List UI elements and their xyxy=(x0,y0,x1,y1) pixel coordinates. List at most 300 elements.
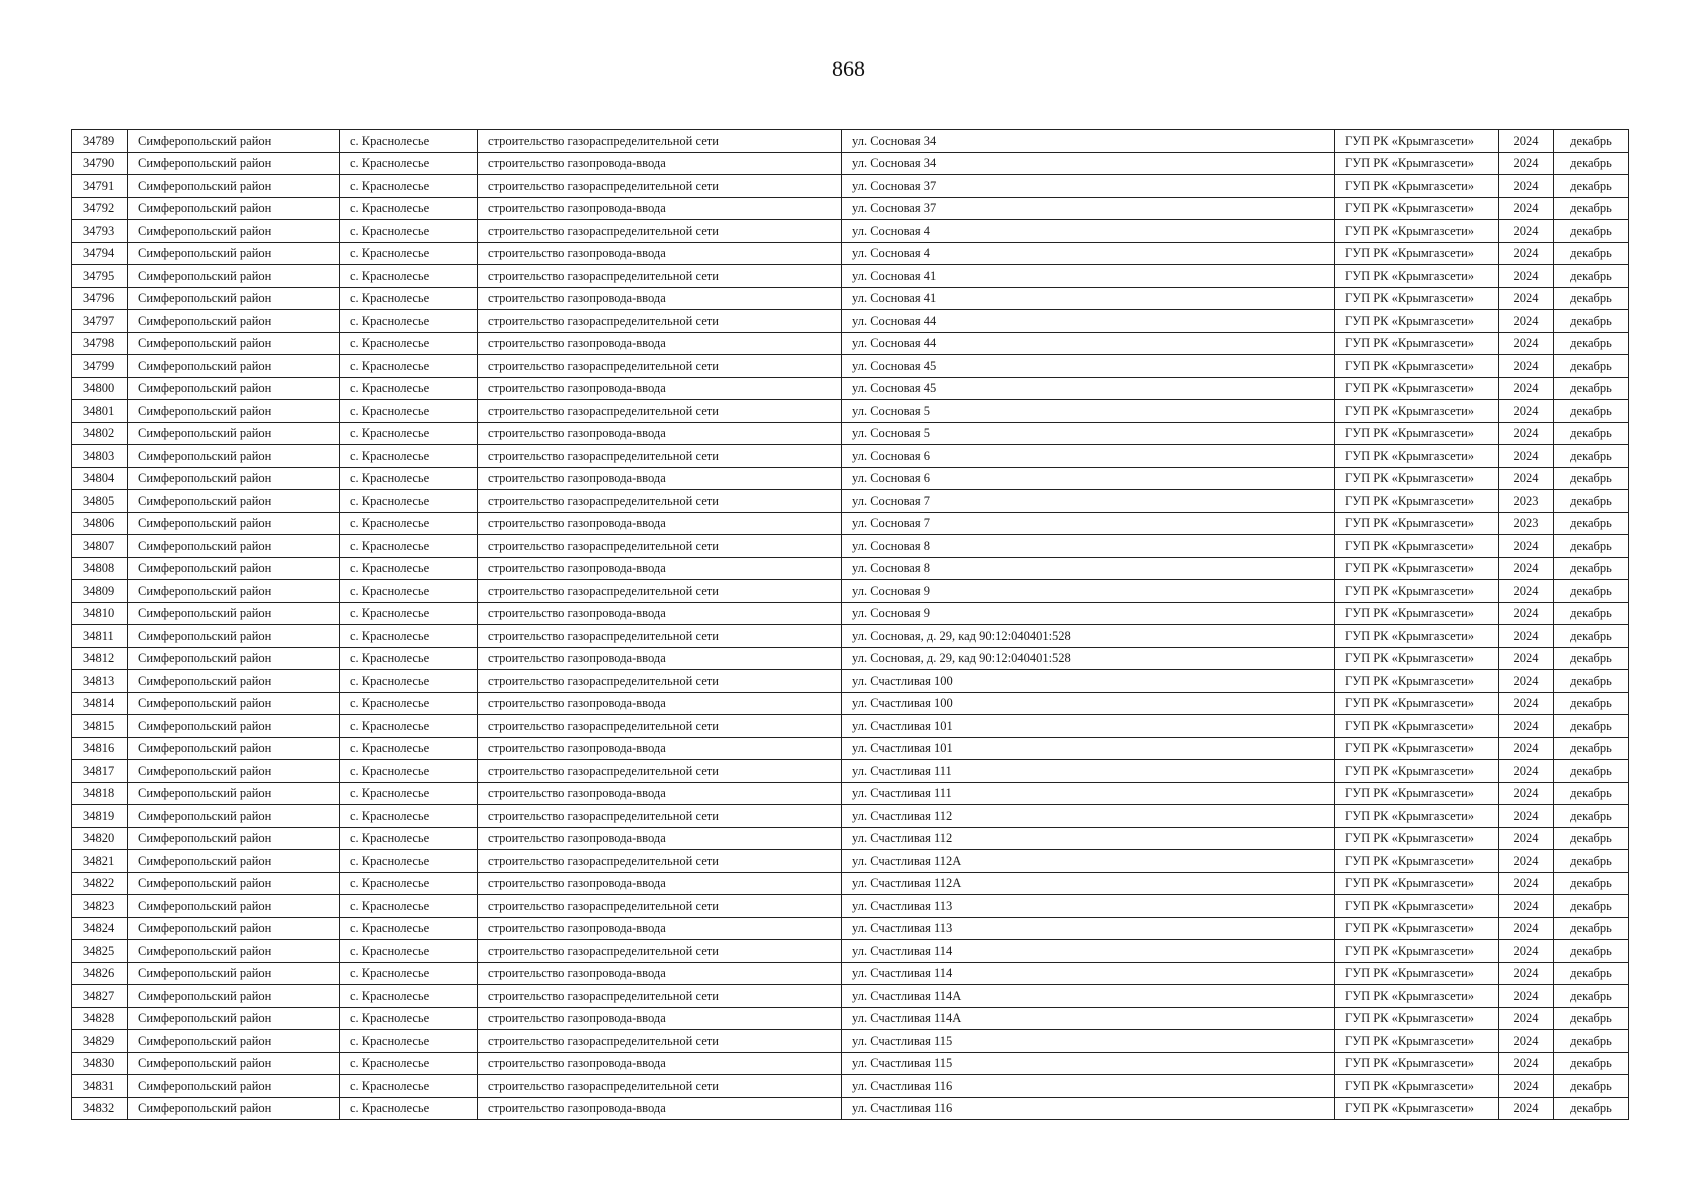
row-number-cell: 34820 xyxy=(72,827,128,850)
year-cell: 2024 xyxy=(1499,715,1554,738)
district-cell: Симферопольский район xyxy=(128,782,340,805)
organization-cell: ГУП РК «Крымгазсети» xyxy=(1335,940,1499,963)
month-cell: декабрь xyxy=(1554,400,1629,423)
row-number-cell: 34816 xyxy=(72,737,128,760)
table-row xyxy=(72,782,1629,805)
settlement-cell: с. Краснолесье xyxy=(340,400,478,423)
row-number-cell: 34813 xyxy=(72,670,128,693)
settlement-cell: с. Краснолесье xyxy=(340,445,478,468)
year-cell: 2024 xyxy=(1499,670,1554,693)
work-type-cell: строительство газораспределительной сети xyxy=(478,220,842,243)
district-cell: Симферопольский район xyxy=(128,850,340,873)
row-number-cell: 34826 xyxy=(72,962,128,985)
organization-cell: ГУП РК «Крымгазсети» xyxy=(1335,692,1499,715)
month-cell: декабрь xyxy=(1554,197,1629,220)
year-cell: 2024 xyxy=(1499,377,1554,400)
row-number-cell: 34797 xyxy=(72,310,128,333)
month-cell: декабрь xyxy=(1554,917,1629,940)
work-type-cell: строительство газопровода-ввода xyxy=(478,1052,842,1075)
settlement-cell: с. Краснолесье xyxy=(340,152,478,175)
year-cell: 2024 xyxy=(1499,580,1554,603)
row-number-cell: 34804 xyxy=(72,467,128,490)
settlement-cell: с. Краснолесье xyxy=(340,512,478,535)
settlement-cell: с. Краснолесье xyxy=(340,625,478,648)
month-cell: декабрь xyxy=(1554,467,1629,490)
address-cell: ул. Сосновая 5 xyxy=(842,422,1335,445)
month-cell: декабрь xyxy=(1554,962,1629,985)
settlement-cell: с. Краснолесье xyxy=(340,422,478,445)
year-cell: 2024 xyxy=(1499,895,1554,918)
table-row xyxy=(72,445,1629,468)
month-cell: декабрь xyxy=(1554,1052,1629,1075)
organization-cell: ГУП РК «Крымгазсети» xyxy=(1335,445,1499,468)
row-number-cell: 34806 xyxy=(72,512,128,535)
district-cell: Симферопольский район xyxy=(128,197,340,220)
work-type-cell: строительство газораспределительной сети xyxy=(478,175,842,198)
district-cell: Симферопольский район xyxy=(128,557,340,580)
address-cell: ул. Сосновая 37 xyxy=(842,197,1335,220)
work-type-cell: строительство газопровода-ввода xyxy=(478,917,842,940)
row-number-cell: 34808 xyxy=(72,557,128,580)
district-cell: Симферопольский район xyxy=(128,467,340,490)
settlement-cell: с. Краснолесье xyxy=(340,782,478,805)
table-row xyxy=(72,692,1629,715)
year-cell: 2024 xyxy=(1499,782,1554,805)
address-cell: ул. Сосновая 7 xyxy=(842,490,1335,513)
settlement-cell: с. Краснолесье xyxy=(340,1007,478,1030)
table-row xyxy=(72,535,1629,558)
year-cell: 2023 xyxy=(1499,512,1554,535)
address-cell: ул. Счастливая 100 xyxy=(842,670,1335,693)
table-row xyxy=(72,467,1629,490)
address-cell: ул. Сосновая 6 xyxy=(842,467,1335,490)
month-cell: декабрь xyxy=(1554,580,1629,603)
district-cell: Симферопольский район xyxy=(128,152,340,175)
row-number-cell: 34827 xyxy=(72,985,128,1008)
organization-cell: ГУП РК «Крымгазсети» xyxy=(1335,805,1499,828)
work-type-cell: строительство газораспределительной сети xyxy=(478,535,842,558)
table-row xyxy=(72,917,1629,940)
month-cell: декабрь xyxy=(1554,670,1629,693)
table-row xyxy=(72,287,1629,310)
table-row xyxy=(72,400,1629,423)
settlement-cell: с. Краснолесье xyxy=(340,580,478,603)
month-cell: декабрь xyxy=(1554,557,1629,580)
work-type-cell: строительство газопровода-ввода xyxy=(478,962,842,985)
address-cell: ул. Сосновая 4 xyxy=(842,242,1335,265)
address-cell: ул. Счастливая 100 xyxy=(842,692,1335,715)
organization-cell: ГУП РК «Крымгазсети» xyxy=(1335,1097,1499,1120)
address-cell: ул. Сосновая 8 xyxy=(842,557,1335,580)
work-type-cell: строительство газораспределительной сети xyxy=(478,625,842,648)
year-cell: 2024 xyxy=(1499,760,1554,783)
organization-cell: ГУП РК «Крымгазсети» xyxy=(1335,535,1499,558)
settlement-cell: с. Краснолесье xyxy=(340,895,478,918)
address-cell: ул. Сосновая 44 xyxy=(842,332,1335,355)
month-cell: декабрь xyxy=(1554,827,1629,850)
month-cell: декабрь xyxy=(1554,377,1629,400)
row-number-cell: 34824 xyxy=(72,917,128,940)
table-row xyxy=(72,152,1629,175)
work-type-cell: строительство газопровода-ввода xyxy=(478,512,842,535)
settlement-cell: с. Краснолесье xyxy=(340,220,478,243)
settlement-cell: с. Краснолесье xyxy=(340,602,478,625)
settlement-cell: с. Краснолесье xyxy=(340,827,478,850)
year-cell: 2024 xyxy=(1499,242,1554,265)
settlement-cell: с. Краснолесье xyxy=(340,962,478,985)
row-number-cell: 34818 xyxy=(72,782,128,805)
month-cell: декабрь xyxy=(1554,625,1629,648)
work-type-cell: строительство газопровода-ввода xyxy=(478,827,842,850)
address-cell: ул. Счастливая 114А xyxy=(842,1007,1335,1030)
address-cell: ул. Сосновая 34 xyxy=(842,152,1335,175)
work-type-cell: строительство газопровода-ввода xyxy=(478,1097,842,1120)
row-number-cell: 34817 xyxy=(72,760,128,783)
month-cell: декабрь xyxy=(1554,130,1629,153)
organization-cell: ГУП РК «Крымгазсети» xyxy=(1335,512,1499,535)
address-cell: ул. Счастливая 111 xyxy=(842,782,1335,805)
settlement-cell: с. Краснолесье xyxy=(340,760,478,783)
district-cell: Симферопольский район xyxy=(128,332,340,355)
table-row xyxy=(72,355,1629,378)
district-cell: Симферопольский район xyxy=(128,1097,340,1120)
month-cell: декабрь xyxy=(1554,1097,1629,1120)
work-type-cell: строительство газораспределительной сети xyxy=(478,760,842,783)
month-cell: декабрь xyxy=(1554,737,1629,760)
work-type-cell: строительство газораспределительной сети xyxy=(478,985,842,1008)
work-type-cell: строительство газопровода-ввода xyxy=(478,287,842,310)
organization-cell: ГУП РК «Крымгазсети» xyxy=(1335,1075,1499,1098)
settlement-cell: с. Краснолесье xyxy=(340,175,478,198)
month-cell: декабрь xyxy=(1554,175,1629,198)
table-row xyxy=(72,490,1629,513)
settlement-cell: с. Краснолесье xyxy=(340,130,478,153)
table-row xyxy=(72,1007,1629,1030)
settlement-cell: с. Краснолесье xyxy=(340,1075,478,1098)
organization-cell: ГУП РК «Крымгазсети» xyxy=(1335,152,1499,175)
work-type-cell: строительство газопровода-ввода xyxy=(478,782,842,805)
address-cell: ул. Счастливая 112 xyxy=(842,805,1335,828)
organization-cell: ГУП РК «Крымгазсети» xyxy=(1335,850,1499,873)
organization-cell: ГУП РК «Крымгазсети» xyxy=(1335,557,1499,580)
settlement-cell: с. Краснолесье xyxy=(340,805,478,828)
year-cell: 2024 xyxy=(1499,962,1554,985)
settlement-cell: с. Краснолесье xyxy=(340,535,478,558)
district-cell: Симферопольский район xyxy=(128,1007,340,1030)
address-cell: ул. Сосновая, д. 29, кад 90:12:040401:528 xyxy=(842,625,1335,648)
organization-cell: ГУП РК «Крымгазсети» xyxy=(1335,580,1499,603)
address-cell: ул. Счастливая 114А xyxy=(842,985,1335,1008)
settlement-cell: с. Краснолесье xyxy=(340,917,478,940)
address-cell: ул. Счастливая 112А xyxy=(842,872,1335,895)
work-type-cell: строительство газораспределительной сети xyxy=(478,940,842,963)
row-number-cell: 34811 xyxy=(72,625,128,648)
district-cell: Симферопольский район xyxy=(128,602,340,625)
month-cell: декабрь xyxy=(1554,1075,1629,1098)
month-cell: декабрь xyxy=(1554,445,1629,468)
row-number-cell: 34812 xyxy=(72,647,128,670)
month-cell: декабрь xyxy=(1554,152,1629,175)
district-cell: Симферопольский район xyxy=(128,737,340,760)
table-row xyxy=(72,647,1629,670)
address-cell: ул. Счастливая 112А xyxy=(842,850,1335,873)
district-cell: Симферопольский район xyxy=(128,895,340,918)
address-cell: ул. Счастливая 114 xyxy=(842,962,1335,985)
row-number-cell: 34802 xyxy=(72,422,128,445)
organization-cell: ГУП РК «Крымгазсети» xyxy=(1335,175,1499,198)
table-row xyxy=(72,895,1629,918)
organization-cell: ГУП РК «Крымгазсети» xyxy=(1335,400,1499,423)
year-cell: 2023 xyxy=(1499,490,1554,513)
year-cell: 2024 xyxy=(1499,535,1554,558)
table-row xyxy=(72,1030,1629,1053)
district-cell: Симферопольский район xyxy=(128,130,340,153)
work-type-cell: строительство газораспределительной сети xyxy=(478,670,842,693)
row-number-cell: 34814 xyxy=(72,692,128,715)
row-number-cell: 34832 xyxy=(72,1097,128,1120)
year-cell: 2024 xyxy=(1499,287,1554,310)
organization-cell: ГУП РК «Крымгазсети» xyxy=(1335,782,1499,805)
year-cell: 2024 xyxy=(1499,692,1554,715)
district-cell: Симферопольский район xyxy=(128,692,340,715)
work-type-cell: строительство газопровода-ввода xyxy=(478,692,842,715)
settlement-cell: с. Краснолесье xyxy=(340,197,478,220)
organization-cell: ГУП РК «Крымгазсети» xyxy=(1335,197,1499,220)
month-cell: декабрь xyxy=(1554,895,1629,918)
work-type-cell: строительство газораспределительной сети xyxy=(478,130,842,153)
settlement-cell: с. Краснолесье xyxy=(340,467,478,490)
address-cell: ул. Счастливая 116 xyxy=(842,1075,1335,1098)
table-row xyxy=(72,557,1629,580)
work-type-cell: строительство газопровода-ввода xyxy=(478,737,842,760)
month-cell: декабрь xyxy=(1554,985,1629,1008)
settlement-cell: с. Краснолесье xyxy=(340,377,478,400)
row-number-cell: 34830 xyxy=(72,1052,128,1075)
settlement-cell: с. Краснолесье xyxy=(340,872,478,895)
work-type-cell: строительство газопровода-ввода xyxy=(478,332,842,355)
year-cell: 2024 xyxy=(1499,220,1554,243)
district-cell: Симферопольский район xyxy=(128,940,340,963)
organization-cell: ГУП РК «Крымгазсети» xyxy=(1335,985,1499,1008)
settlement-cell: с. Краснолесье xyxy=(340,355,478,378)
work-type-cell: строительство газопровода-ввода xyxy=(478,197,842,220)
organization-cell: ГУП РК «Крымгазсети» xyxy=(1335,715,1499,738)
settlement-cell: с. Краснолесье xyxy=(340,1097,478,1120)
month-cell: декабрь xyxy=(1554,355,1629,378)
district-cell: Симферопольский район xyxy=(128,310,340,333)
row-number-cell: 34790 xyxy=(72,152,128,175)
work-type-cell: строительство газораспределительной сети xyxy=(478,850,842,873)
address-cell: ул. Сосновая 45 xyxy=(842,355,1335,378)
year-cell: 2024 xyxy=(1499,175,1554,198)
month-cell: декабрь xyxy=(1554,490,1629,513)
year-cell: 2024 xyxy=(1499,1030,1554,1053)
district-cell: Симферопольский район xyxy=(128,985,340,1008)
work-type-cell: строительство газопровода-ввода xyxy=(478,872,842,895)
settlement-cell: с. Краснолесье xyxy=(340,715,478,738)
year-cell: 2024 xyxy=(1499,557,1554,580)
month-cell: декабрь xyxy=(1554,760,1629,783)
district-cell: Симферопольский район xyxy=(128,355,340,378)
table-row xyxy=(72,377,1629,400)
row-number-cell: 34796 xyxy=(72,287,128,310)
month-cell: декабрь xyxy=(1554,220,1629,243)
work-type-cell: строительство газораспределительной сети xyxy=(478,400,842,423)
table-row xyxy=(72,1075,1629,1098)
organization-cell: ГУП РК «Крымгазсети» xyxy=(1335,1007,1499,1030)
district-cell: Симферопольский район xyxy=(128,715,340,738)
work-type-cell: строительство газораспределительной сети xyxy=(478,1075,842,1098)
work-type-cell: строительство газопровода-ввода xyxy=(478,152,842,175)
row-number-cell: 34815 xyxy=(72,715,128,738)
table-row xyxy=(72,310,1629,333)
year-cell: 2024 xyxy=(1499,1075,1554,1098)
row-number-cell: 34789 xyxy=(72,130,128,153)
table-row xyxy=(72,962,1629,985)
organization-cell: ГУП РК «Крымгазсети» xyxy=(1335,467,1499,490)
organization-cell: ГУП РК «Крымгазсети» xyxy=(1335,895,1499,918)
year-cell: 2024 xyxy=(1499,1097,1554,1120)
settlement-cell: с. Краснолесье xyxy=(340,332,478,355)
settlement-cell: с. Краснолесье xyxy=(340,692,478,715)
organization-cell: ГУП РК «Крымгазсети» xyxy=(1335,287,1499,310)
district-cell: Симферопольский район xyxy=(128,827,340,850)
row-number-cell: 34791 xyxy=(72,175,128,198)
settlement-cell: с. Краснолесье xyxy=(340,647,478,670)
year-cell: 2024 xyxy=(1499,737,1554,760)
row-number-cell: 34795 xyxy=(72,265,128,288)
year-cell: 2024 xyxy=(1499,805,1554,828)
work-type-cell: строительство газораспределительной сети xyxy=(478,805,842,828)
district-cell: Симферопольский район xyxy=(128,625,340,648)
work-type-cell: строительство газопровода-ввода xyxy=(478,602,842,625)
table-row xyxy=(72,512,1629,535)
address-cell: ул. Сосновая 8 xyxy=(842,535,1335,558)
month-cell: декабрь xyxy=(1554,512,1629,535)
address-cell: ул. Счастливая 115 xyxy=(842,1052,1335,1075)
settlement-cell: с. Краснолесье xyxy=(340,850,478,873)
table-row xyxy=(72,580,1629,603)
address-cell: ул. Сосновая 41 xyxy=(842,287,1335,310)
work-type-cell: строительство газопровода-ввода xyxy=(478,557,842,580)
address-cell: ул. Сосновая 9 xyxy=(842,602,1335,625)
table-row xyxy=(72,1097,1629,1120)
address-cell: ул. Сосновая 34 xyxy=(842,130,1335,153)
year-cell: 2024 xyxy=(1499,940,1554,963)
year-cell: 2024 xyxy=(1499,872,1554,895)
address-cell: ул. Сосновая 7 xyxy=(842,512,1335,535)
organization-cell: ГУП РК «Крымгазсети» xyxy=(1335,917,1499,940)
month-cell: декабрь xyxy=(1554,940,1629,963)
district-cell: Симферопольский район xyxy=(128,287,340,310)
address-cell: ул. Сосновая 4 xyxy=(842,220,1335,243)
row-number-cell: 34822 xyxy=(72,872,128,895)
address-cell: ул. Сосновая 6 xyxy=(842,445,1335,468)
table-row xyxy=(72,175,1629,198)
table-row xyxy=(72,220,1629,243)
settlement-cell: с. Краснолесье xyxy=(340,287,478,310)
row-number-cell: 34829 xyxy=(72,1030,128,1053)
settlement-cell: с. Краснолесье xyxy=(340,1052,478,1075)
year-cell: 2024 xyxy=(1499,985,1554,1008)
row-number-cell: 34801 xyxy=(72,400,128,423)
work-type-cell: строительство газораспределительной сети xyxy=(478,715,842,738)
row-number-cell: 34828 xyxy=(72,1007,128,1030)
table-row xyxy=(72,130,1629,153)
address-cell: ул. Сосновая 45 xyxy=(842,377,1335,400)
row-number-cell: 34793 xyxy=(72,220,128,243)
settlement-cell: с. Краснолесье xyxy=(340,670,478,693)
organization-cell: ГУП РК «Крымгазсети» xyxy=(1335,422,1499,445)
address-cell: ул. Счастливая 113 xyxy=(842,917,1335,940)
address-cell: ул. Сосновая 9 xyxy=(842,580,1335,603)
month-cell: декабрь xyxy=(1554,242,1629,265)
table-row xyxy=(72,940,1629,963)
year-cell: 2024 xyxy=(1499,400,1554,423)
work-type-cell: строительство газораспределительной сети xyxy=(478,310,842,333)
month-cell: декабрь xyxy=(1554,805,1629,828)
district-cell: Симферопольский район xyxy=(128,647,340,670)
settlement-cell: с. Краснолесье xyxy=(340,265,478,288)
table-row xyxy=(72,625,1629,648)
address-cell: ул. Счастливая 112 xyxy=(842,827,1335,850)
row-number-cell: 34825 xyxy=(72,940,128,963)
year-cell: 2024 xyxy=(1499,152,1554,175)
month-cell: декабрь xyxy=(1554,422,1629,445)
row-number-cell: 34831 xyxy=(72,1075,128,1098)
organization-cell: ГУП РК «Крымгазсети» xyxy=(1335,760,1499,783)
row-number-cell: 34807 xyxy=(72,535,128,558)
organization-cell: ГУП РК «Крымгазсети» xyxy=(1335,625,1499,648)
month-cell: декабрь xyxy=(1554,782,1629,805)
district-cell: Симферопольский район xyxy=(128,670,340,693)
address-cell: ул. Счастливая 116 xyxy=(842,1097,1335,1120)
settlement-cell: с. Краснолесье xyxy=(340,310,478,333)
year-cell: 2024 xyxy=(1499,355,1554,378)
month-cell: декабрь xyxy=(1554,715,1629,738)
district-cell: Симферопольский район xyxy=(128,242,340,265)
organization-cell: ГУП РК «Крымгазсети» xyxy=(1335,332,1499,355)
organization-cell: ГУП РК «Крымгазсети» xyxy=(1335,962,1499,985)
table-row xyxy=(72,872,1629,895)
organization-cell: ГУП РК «Крымгазсети» xyxy=(1335,355,1499,378)
month-cell: декабрь xyxy=(1554,602,1629,625)
row-number-cell: 34792 xyxy=(72,197,128,220)
month-cell: декабрь xyxy=(1554,1007,1629,1030)
row-number-cell: 34809 xyxy=(72,580,128,603)
month-cell: декабрь xyxy=(1554,872,1629,895)
table-body xyxy=(72,130,1629,1120)
district-cell: Симферопольский район xyxy=(128,512,340,535)
row-number-cell: 34805 xyxy=(72,490,128,513)
organization-cell: ГУП РК «Крымгазсети» xyxy=(1335,670,1499,693)
address-cell: ул. Счастливая 111 xyxy=(842,760,1335,783)
year-cell: 2024 xyxy=(1499,130,1554,153)
month-cell: декабрь xyxy=(1554,310,1629,333)
table-row xyxy=(72,242,1629,265)
table-row xyxy=(72,760,1629,783)
work-type-cell: строительство газораспределительной сети xyxy=(478,355,842,378)
organization-cell: ГУП РК «Крымгазсети» xyxy=(1335,377,1499,400)
work-type-cell: строительство газораспределительной сети xyxy=(478,580,842,603)
district-cell: Симферопольский район xyxy=(128,805,340,828)
district-cell: Симферопольский район xyxy=(128,535,340,558)
address-cell: ул. Сосновая 41 xyxy=(842,265,1335,288)
table-row xyxy=(72,265,1629,288)
month-cell: декабрь xyxy=(1554,1030,1629,1053)
district-cell: Симферопольский район xyxy=(128,917,340,940)
year-cell: 2024 xyxy=(1499,625,1554,648)
